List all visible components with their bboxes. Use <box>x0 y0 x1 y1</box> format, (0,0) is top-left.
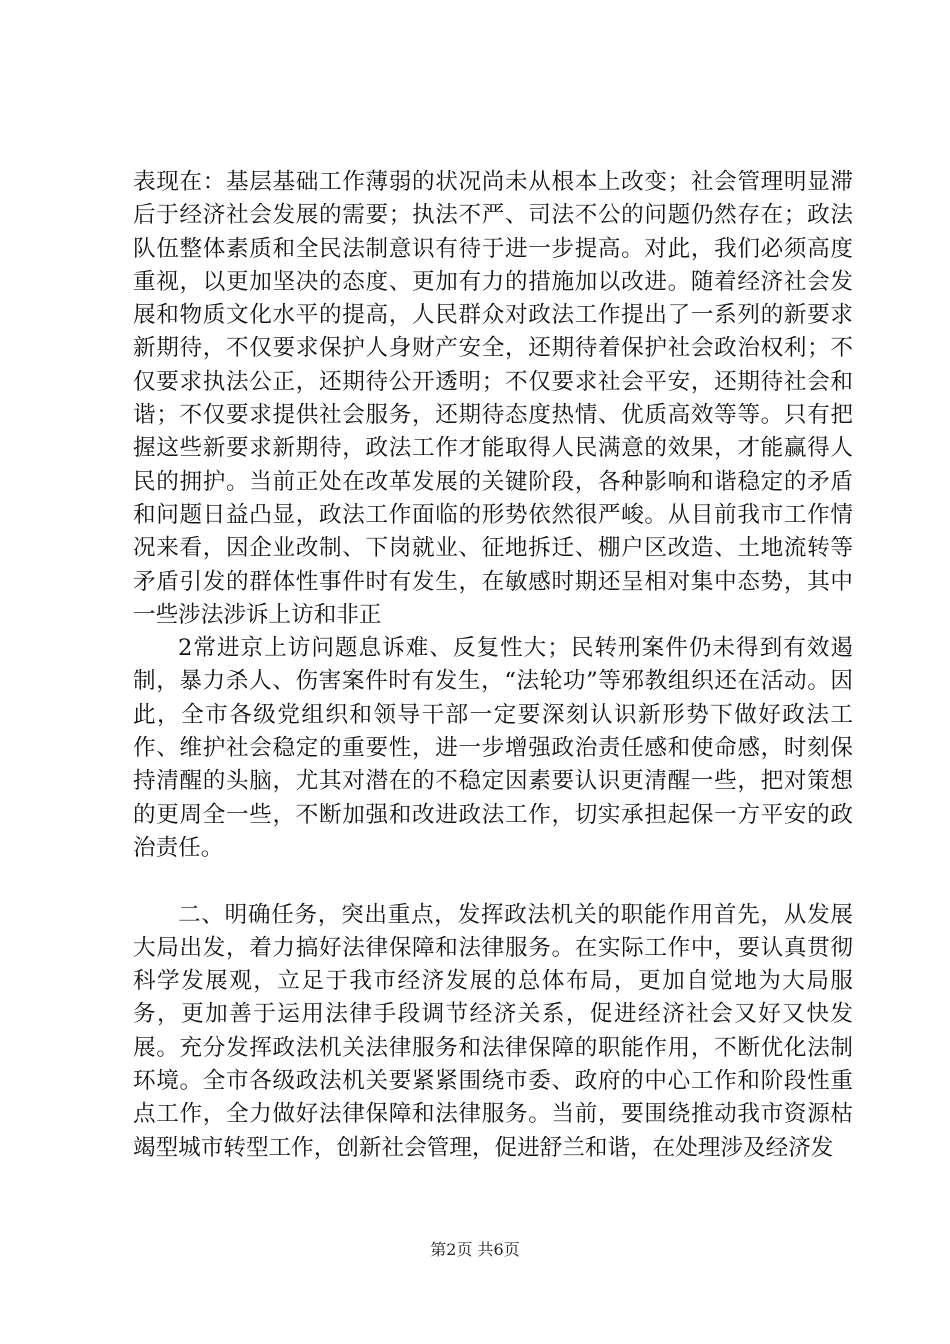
document-body <box>133 166 853 1165</box>
paragraph-2: 2常进京上访问题息诉难、反复性大；民转刑案件仍未得到有效遏制，暴力杀人、伤害案件时有发生，“法轮功”等邪教组织还在活动。因此，全市各级党组织和领导干部一定要深刻认识新形势下做好政法工作、维护社会稳定的重要性，进一步增强政治责任感和使命感，时刻保持清醒的头脑，尤其对潜在的不稳定因素要认识更清醒一些，把对策想的更周全一些，不断加强和改进政法工作，切实承担起保一方平安的政治责任。 <box>133 635 853 861</box>
paragraph-3: 二、明确任务，突出重点，发挥政法机关的职能作用首先，从发展大局出发，着力搞好法律保障和法律服务。在实际工作中，要认真贯彻科学发展观，立足于我市经济发展的总体布局，更加自觉地为大局服务，更加善于运用法律手段调节经济关系，促进经济社会又好又快发展。充分发挥政法机关法律服务和法律保障的职能作用，不断优化法制环境。全市各级政法机关要紧紧围绕市委、政府的中心工作和阶段性重点工作，全力做好法律保障和法律服务。当前，要围绕推动我市资源枯竭型城市转型工作，创新社会管理，促进舒兰和谐，在处理涉及经济发 <box>133 901 853 1161</box>
paragraph-spacer <box>133 865 853 898</box>
page-number-footer: 第2页 共6页 <box>430 1240 520 1259</box>
paragraph-1: 表现在：基层基础工作薄弱的状况尚未从根本上改变；社会管理明显滞后于经济社会发展的需要；执法不严、司法不公的问题仍然存在；政法队伍整体素质和全民法制意识有待于进一步提高。对此，我们必须高度重视，以更加坚决的态度、更加有力的措施加以改进。随着经济社会发展和物质文化水平的提高，人民群众对政法工作提出了一系列的新要求新期待，不仅要求保护人身财产安全，还期待着保护社会政治权利；不仅要求执法公正，还期待公开透明；不仅要求社会平安，还期待社会和谐；不仅要求提供社会服务，还期待态度热情、优质高效等等。只有把握这些新要求新期待，政法工作才能取得人民满意的效果，才能赢得人民的拥护。当前正处在改革发展的关键阶段，各种影响和谐稳定的矛盾和问题日益凸显，政法工作面临的形势依然很严峻。从目前我市工作情况来看，因企业改制、下岗就业、征地拆迁、棚户区改造、土地流转等矛盾引发的群体性事件时有发生，在敏感时期还呈相对集中态势，其中一些涉法涉诉上访和非正 <box>133 169 853 628</box>
